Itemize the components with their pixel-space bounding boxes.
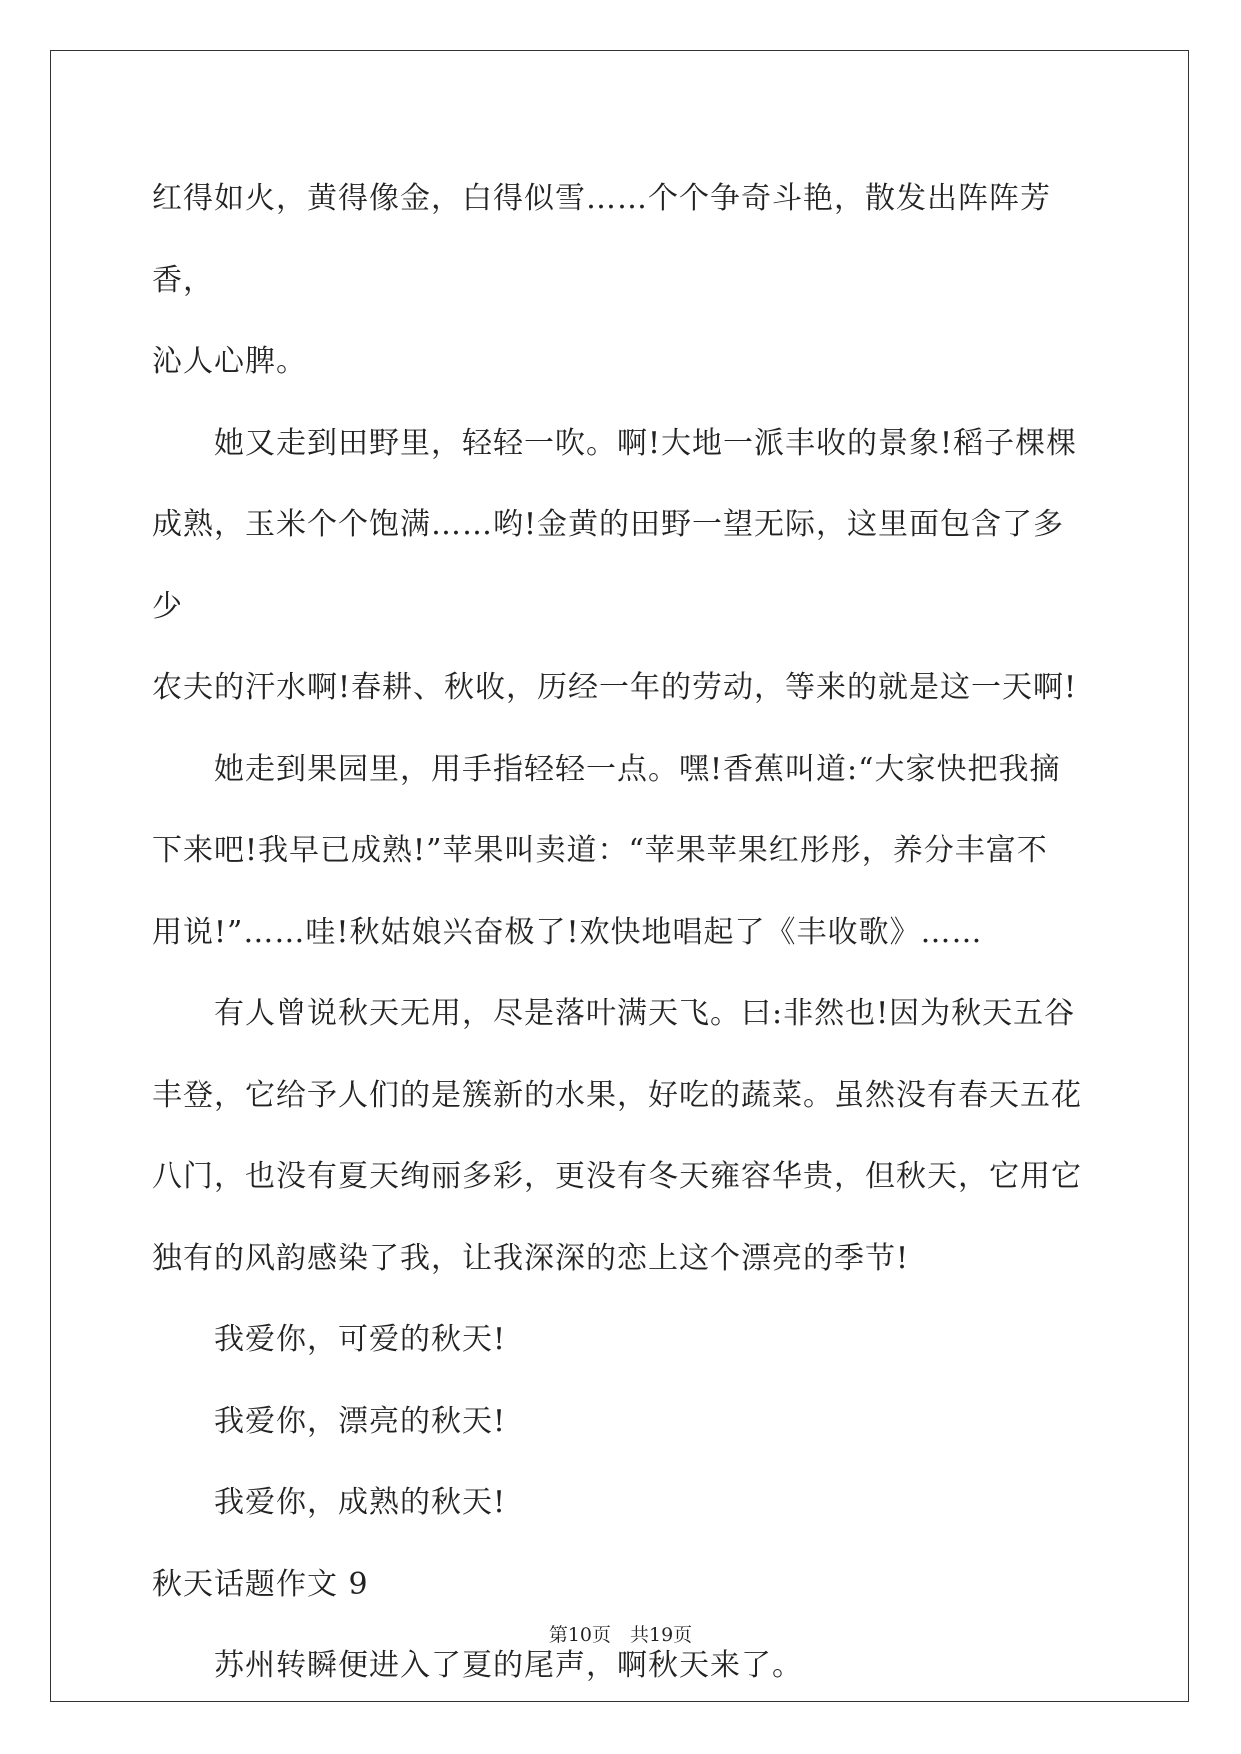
paragraph-start: 她走到果园里，用手指轻轻一点。嘿!香蕉叫道:“大家快把我摘 xyxy=(214,751,1061,787)
text-line: 丰登，它给予人们的是簇新的水果，好吃的蔬菜。虽然没有春天五花 xyxy=(152,1077,1082,1113)
text-line: 八门，也没有夏天绚丽多彩，更没有冬天雍容华贵，但秋天，它用它 xyxy=(152,1159,1082,1194)
section-heading: 秋天话题作文 9 xyxy=(152,1566,369,1602)
document-body xyxy=(152,158,1092,1707)
paragraph-start: 有人曾说秋天无用，尽是落叶满天飞。曰:非然也!因为秋天五谷 xyxy=(214,996,1076,1031)
text-line: 沁人心脾。 xyxy=(152,344,307,379)
text-line: 用说!”……哇!秋姑娘兴奋极了!欢快地唱起了《丰收歌》…… xyxy=(152,914,983,950)
paragraph-start: 苏州转瞬便进入了夏的尾声，啊秋天来了。 xyxy=(214,1648,803,1683)
paragraph-start: 我爱你，可爱的秋天! xyxy=(214,1322,507,1357)
paragraph-start: 她又走到田野里，轻轻一吹。啊!大地一派丰收的景象!稻子棵棵 xyxy=(214,425,1078,461)
text-line: 独有的风韵感染了我，让我深深的恋上这个漂亮的季节! xyxy=(152,1240,910,1276)
text-line: 成熟，玉米个个饱满……哟!金黄的田野一望无际，这里面包含了多少 xyxy=(152,507,1065,624)
page-number-footer: 第10页 共19页 xyxy=(548,1624,693,1646)
text-line: 下来吧!我早已成熟!”苹果叫卖道：“苹果苹果红彤彤，养分丰富不 xyxy=(152,833,1048,868)
text-line: 农夫的汗水啊!春耕、秋收，历经一年的劳动，等来的就是这一天啊! xyxy=(152,670,1078,705)
text-line: 红得如火，黄得像金，白得似雪……个个争奇斗艳，散发出阵阵芳香， xyxy=(152,181,1051,298)
paragraph-start: 我爱你，漂亮的秋天! xyxy=(214,1403,507,1439)
paragraph-start: 我爱你，成熟的秋天! xyxy=(214,1485,507,1520)
